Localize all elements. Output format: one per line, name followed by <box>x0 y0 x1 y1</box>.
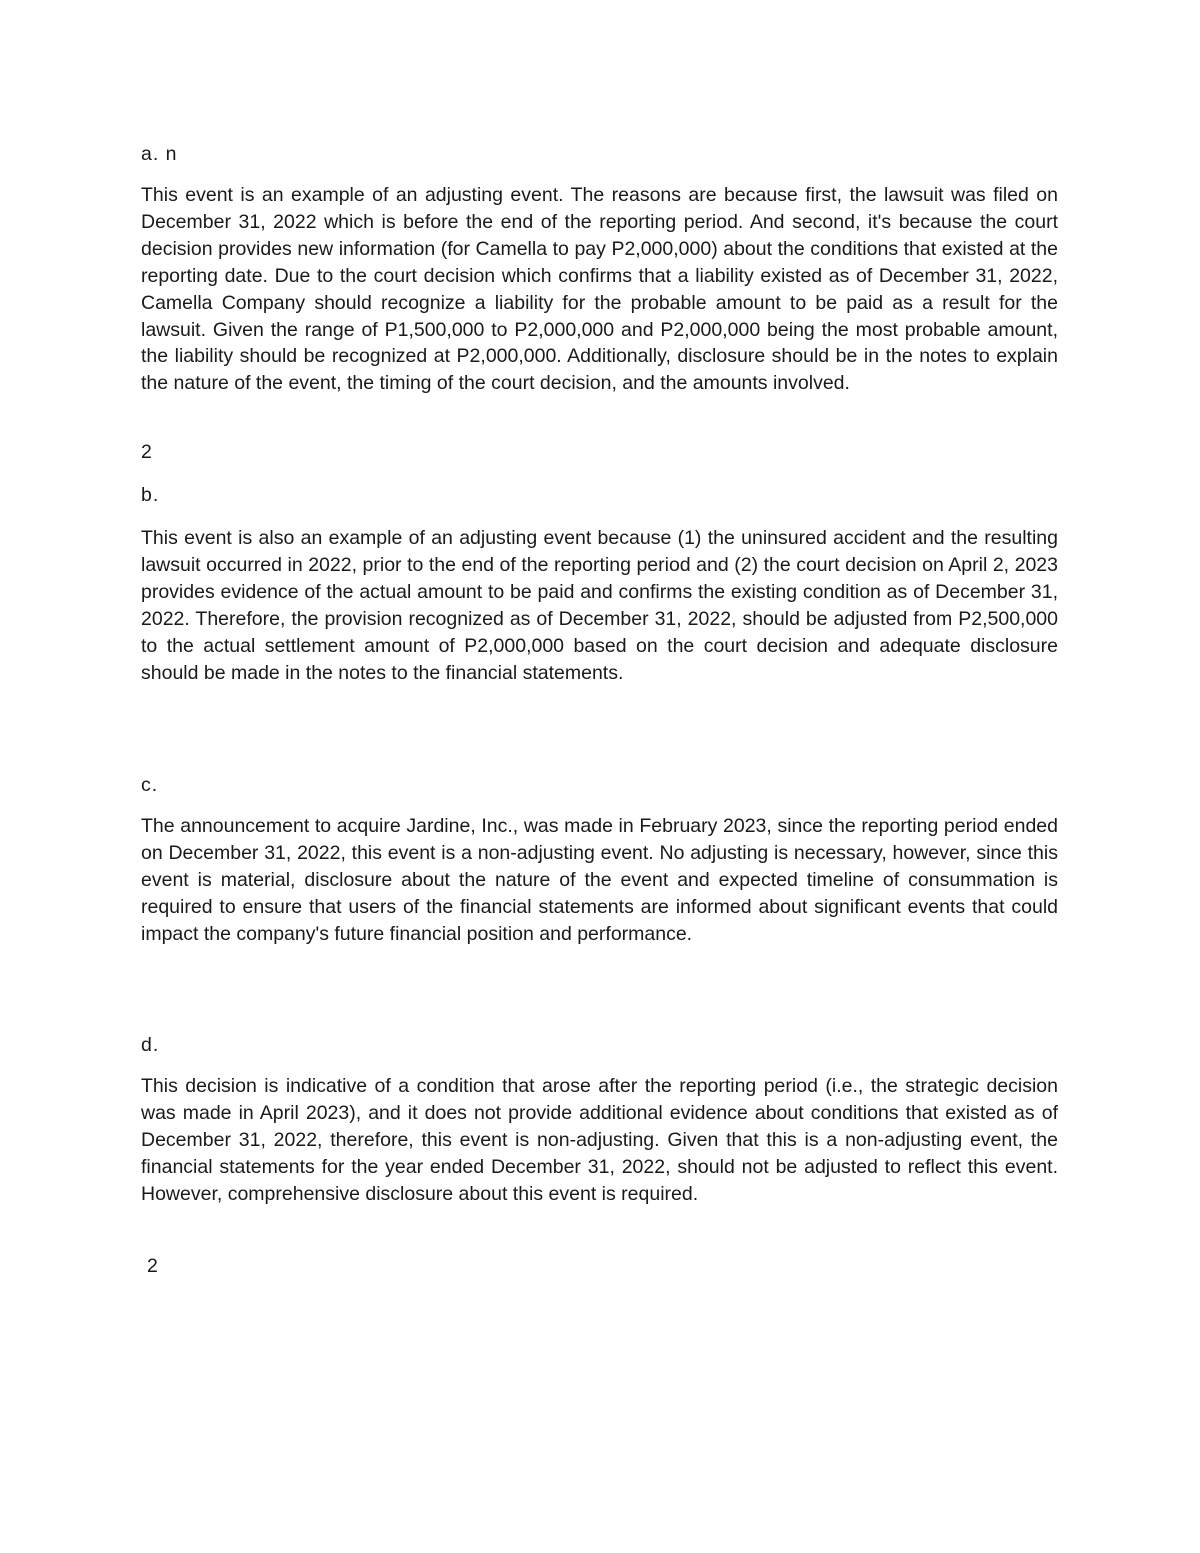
section-b-paragraph: This event is also an example of an adjusting event because (1) the uninsured accident and the resulting lawsuit occurred in 2022, prior to the end of the reporting period and (2) the court decision on April 2, 2023 provides evidence of the actual amount to be paid and confirms the existing condition as of December 31, 2022. Therefore, the provision recognized as of December 31, 2022, should be adjusted from P2,500,000 to the actual settlement amount of P2,000,000 based on the court decision and adequate disclosure should be made in the notes to the financial statements. <box>141 527 1058 684</box>
section-marker: 2 <box>141 441 153 463</box>
section-a-paragraph: This event is an example of an adjusting event. The reasons are because first, the lawsuit was filed on December 31, 2022 which is before the end of the reporting period. And second, it's because the court decision provides new information (for Camella to pay P2,000,000) about the conditions that existed at the reporting date. Due to the court decision which confirms that a liability existed as of December 31, 2022, Camella Company should recognize a liability for the probable amount to be paid as a result for the lawsuit. Given the range of P1,500,000 to P2,000,000 and P2,000,000 being the most probable amount, the liability should be recognized at P2,000,000. Additionally, disclosure should be in the notes to explain the nature of the event, the timing of the court decision, and the amounts involved. <box>141 184 1058 395</box>
section-c-label: c. <box>141 774 159 796</box>
section-a-label: a. n <box>141 143 178 165</box>
section-b-label: b. <box>141 484 160 506</box>
section-c-paragraph: The announcement to acquire Jardine, Inc., was made in February 2023, since the reporting period ended on December 31, 2022, this event is a non-adjusting event. No adjusting is necessary, however, since this event is material, disclosure about the nature of the event and expected timeline of consummation is required to ensure that users of the financial statements are informed about significant events that could impact the company's future financial position and performance. <box>141 815 1058 945</box>
section-d-paragraph: This decision is indicative of a condition that arose after the reporting period (i.e., the strategic decision was made in April 2023), and it does not provide additional evidence about conditions that existed as of December 31, 2022, therefore, this event is non-adjusting. Given that this is a non-adjusting event, the financial statements for the year ended December 31, 2022, should not be adjusted to reflect this event. However, comprehensive disclosure about this event is required. <box>141 1075 1058 1205</box>
page-number: 2 <box>147 1255 158 1277</box>
section-d-label: d. <box>141 1034 160 1056</box>
